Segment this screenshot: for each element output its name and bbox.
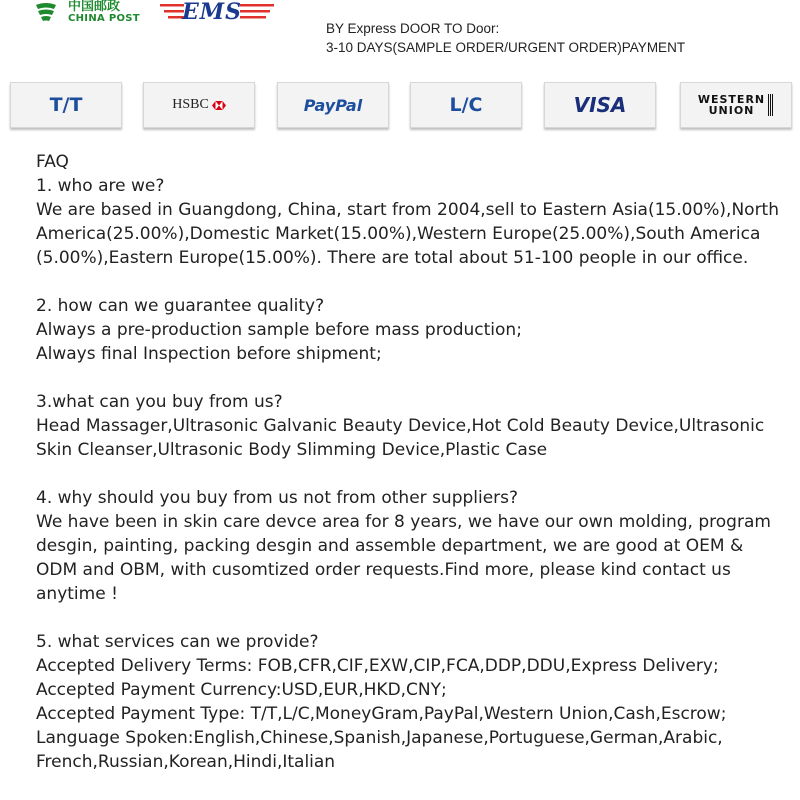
faq-answer-5-line-2: Accepted Payment Currency:USD,EUR,HKD,CNY; xyxy=(36,680,447,700)
payment-visa-label: VISA xyxy=(573,93,627,117)
faq-question-2: 2. how can we guarantee quality? xyxy=(36,296,325,316)
faq-answer-5-line-5: French,Russian,Korean,Hindi,Italian xyxy=(36,752,336,772)
faq-answer-5-line-3: Accepted Payment Type: T/T,L/C,MoneyGram,PayPal,Western Union,Cash,Escrow; xyxy=(36,704,727,724)
payment-tt xyxy=(10,82,122,128)
payment-paypal-label: PayPal xyxy=(303,95,363,115)
payment-methods xyxy=(0,82,800,132)
china-post-en-label: CHINA POST xyxy=(68,13,140,24)
faq-answer-4-line-4: anytime ! xyxy=(36,584,118,604)
ems-logo xyxy=(160,0,275,26)
payment-western-union xyxy=(680,82,792,128)
faq-answer-5-line-1: Accepted Delivery Terms: FOB,CFR,CIF,EXW,CIP,FCA,DDP,DDU,Express Delivery; xyxy=(36,656,719,676)
shipping-line-2: 3-10 DAYS(SAMPLE ORDER/URGENT ORDER)PAYMENT xyxy=(326,40,686,55)
payment-hsbc-label: HSBC xyxy=(172,97,209,112)
faq-question-1: 1. who are we? xyxy=(36,176,165,196)
ems-label: EMS xyxy=(182,0,243,25)
faq-question-4: 4. why should you buy from us not from other suppliers? xyxy=(36,488,519,508)
payment-tt-label: T/T xyxy=(49,94,83,116)
china-post-cn-label: 中国邮政 xyxy=(68,0,121,14)
china-post-emblem-icon xyxy=(34,1,58,23)
faq-answer-3-line-1: Head Massager,Ultrasonic Galvanic Beauty Device,Hot Cold Beauty Device,Ultrasonic xyxy=(36,416,765,436)
faq-answer-1-line-3: (5.00%),Eastern Europe(15.00%). There are total about 51-100 people in our office. xyxy=(36,248,749,268)
payment-wu-label xyxy=(698,94,765,116)
faq-answer-4-line-2: desgin, painting, packing desgin and assemble department, we are good at OEM & xyxy=(36,536,744,556)
faq-answer-3-line-2: Skin Cleanser,Ultrasonic Body Slimming Device,Plastic Case xyxy=(36,440,548,460)
faq-title: FAQ xyxy=(36,152,69,172)
payment-wu-union: UNION xyxy=(708,104,755,117)
payment-lc-label: L/C xyxy=(449,94,483,116)
faq-answer-1-line-1: We are based in Guangdong, China, start from 2004,sell to Eastern Asia(15.00%),North xyxy=(36,200,779,220)
faq-answer-5-line-4: Language Spoken:English,Chinese,Spanish,Japanese,Portuguese,German,Arabic, xyxy=(36,728,723,748)
china-post-logo xyxy=(34,0,149,26)
shipping-info xyxy=(326,19,685,57)
faq-section xyxy=(36,150,796,774)
payment-hsbc xyxy=(143,82,255,128)
payment-paypal xyxy=(277,82,389,128)
faq-answer-1-line-2: America(25.00%),Domestic Market(15.00%),Western Europe(25.00%),South America xyxy=(36,224,761,244)
faq-answer-4-line-1: We have been in skin care devce area for 8 years, we have our own molding, program xyxy=(36,512,771,532)
payment-wu-western: WESTERN xyxy=(697,93,766,106)
faq-answer-2-line-2: Always final Inspection before shipment; xyxy=(36,344,382,364)
payment-lc xyxy=(410,82,522,128)
western-union-bars-icon xyxy=(768,94,774,116)
faq-question-3: 3.what can you buy from us? xyxy=(36,392,283,412)
shipping-line-1: BY Express DOOR TO Door: xyxy=(326,21,500,36)
faq-answer-4-line-3: ODM and OBM, with cusomtized order requests.Find more, please kind contact us xyxy=(36,560,731,580)
hsbc-hexagon-icon xyxy=(212,101,226,110)
faq-answer-2-line-1: Always a pre-production sample before mass production; xyxy=(36,320,522,340)
payment-visa xyxy=(544,82,656,128)
faq-question-5: 5. what services can we provide? xyxy=(36,632,319,652)
